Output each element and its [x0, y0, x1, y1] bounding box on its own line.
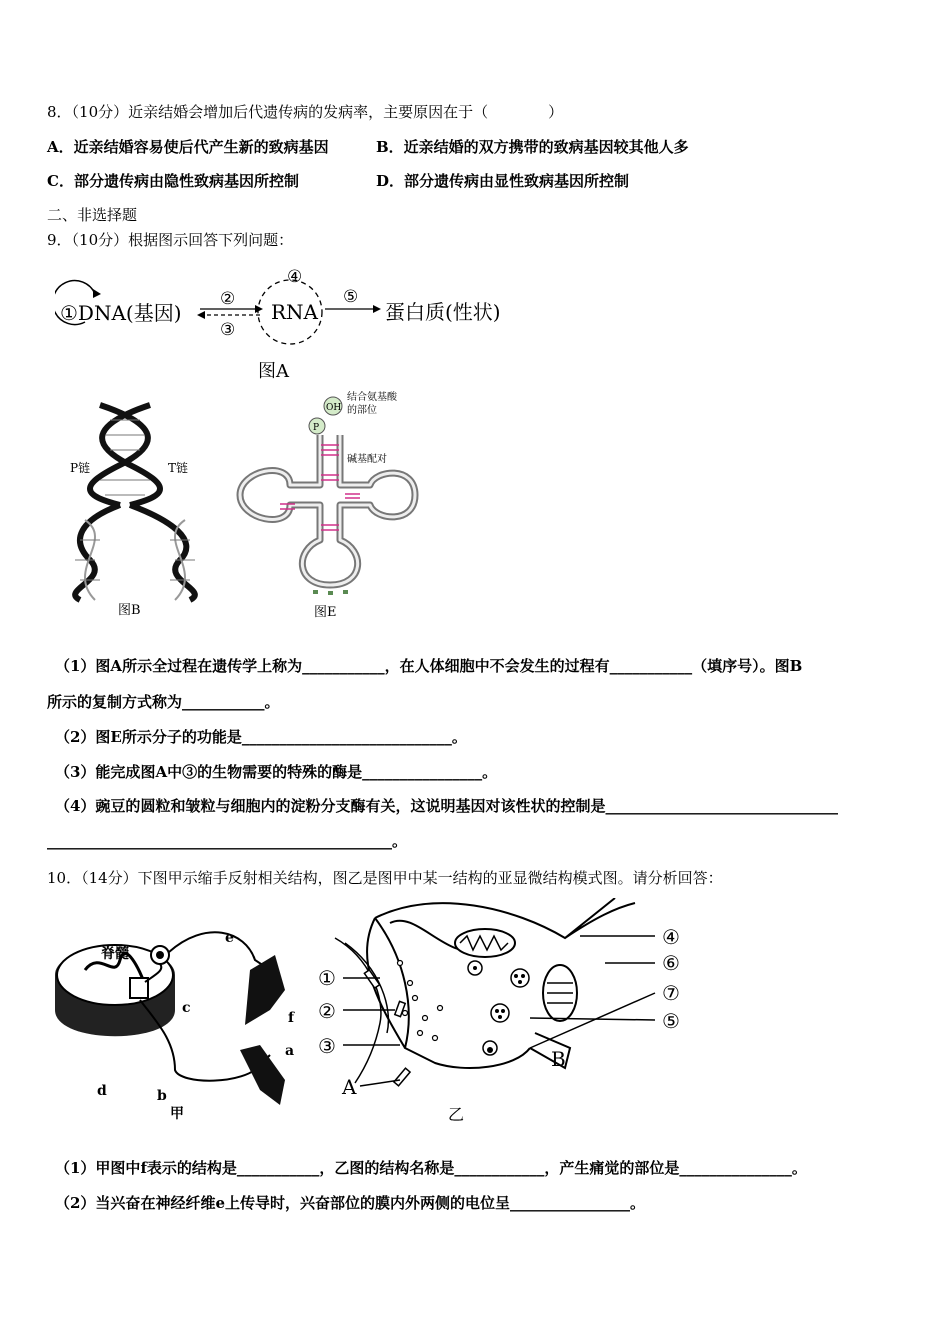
q9-stem: 9．（10分）根据图示回答下列问题：	[47, 231, 294, 249]
fig-a-caption: 图A	[258, 361, 289, 382]
fig-yi-n4: ④	[662, 925, 680, 949]
fig-yi-n7: ⑦	[662, 981, 680, 1005]
fig-jia-f: f	[288, 1010, 295, 1026]
q9-s3: （3）能完成图A中③的生物需要的特殊的酶是________________。	[55, 763, 498, 781]
figure-e	[235, 390, 425, 622]
fig-yi-n6: ⑥	[662, 951, 680, 975]
fig-e-caption: 图E	[314, 605, 337, 620]
fig-jia-caption: 甲	[170, 1106, 184, 1122]
fig-e-label-1a: 结合氨基酸	[347, 392, 397, 403]
q8-option-b[interactable]: B．近亲结婚的双方携带的致病基因较其他人多	[376, 138, 689, 156]
q9-s2: （2）图E所示分子的功能是____________________________。	[55, 728, 467, 746]
fig-a-n5: ⑤	[343, 287, 359, 307]
fig-e-label-2: 碱基配对	[347, 454, 387, 465]
fig-jia-b: b	[157, 1088, 167, 1104]
fig-yi-a: A	[342, 1075, 357, 1099]
q8-option-c[interactable]: C．部分遗传病由隐性致病基因所控制	[47, 172, 299, 190]
figure-yi	[315, 898, 705, 1128]
fig-e-p: P	[313, 423, 320, 433]
fig-a-rna: RNA	[271, 300, 319, 324]
fig-yi-n2: ②	[318, 999, 336, 1023]
section-title: 二、非选择题	[47, 206, 138, 224]
fig-yi-b: B	[551, 1047, 566, 1071]
fig-yi-n1: ①	[318, 966, 336, 990]
fig-b-p-strand: P链	[70, 461, 91, 475]
figure-jia	[45, 910, 315, 1125]
fig-jia-d: d	[97, 1083, 107, 1099]
fig-jia-spine: 脊髓	[101, 946, 129, 962]
q10-s2: （2）当兴奋在神经纤维e上传导时，兴奋部位的膜内外两侧的电位呈________________。	[55, 1194, 645, 1212]
fig-e-oh: OH	[326, 403, 342, 413]
fig-a-protein: 蛋白质(性状)	[385, 300, 501, 324]
fig-a-dna: ①DNA(基因)	[60, 301, 182, 325]
q9-s1-line2: 所示的复制方式称为___________。	[47, 693, 280, 711]
figure-a	[55, 262, 545, 387]
fig-jia-e: e	[225, 930, 234, 946]
q8-option-d[interactable]: D．部分遗传病由显性致病基因所控制	[376, 172, 630, 190]
q10-s1: （1）甲图中f表示的结构是___________，乙图的结构名称是____________，产生痛觉的部位是_______________。	[55, 1159, 807, 1177]
q8-stem: 8．（10分）近亲结婚会增加后代遗传病的发病率，主要原因在于（ ）	[47, 103, 564, 121]
fig-a-n3: ③	[220, 320, 236, 340]
fig-a-n2: ②	[220, 289, 236, 309]
figure-b	[60, 400, 220, 622]
q9-s1-line1: （1）图A所示全过程在遗传学上称为___________，在人体细胞中不会发生的过程有___________（填序号）。图B	[55, 657, 803, 675]
fig-b-caption: 图B	[118, 603, 141, 618]
fig-jia-c: c	[182, 1000, 191, 1016]
fig-yi-caption: 乙	[448, 1105, 465, 1124]
q10-stem: 10．（14分）下图甲示缩手反射相关结构，图乙是图甲中某一结构的亚显微结构模式图。请分析回答：	[47, 869, 723, 887]
fig-a-n4: ④	[287, 267, 303, 287]
q9-s4-line1: （4）豌豆的圆粒和皱粒与细胞内的淀粉分支酶有关，这说明基因对该性状的控制是_______________________________	[55, 797, 838, 815]
fig-b-t-strand: T链	[168, 461, 189, 475]
fig-yi-n3: ③	[318, 1034, 336, 1058]
q8-option-a[interactable]: A．近亲结婚容易使后代产生新的致病基因	[47, 138, 329, 156]
fig-e-label-1b: 的部位	[347, 405, 377, 416]
fig-yi-n5: ⑤	[662, 1009, 680, 1033]
q9-s4-line2: ______________________________________________。	[47, 832, 408, 850]
fig-jia-a: a	[285, 1043, 295, 1059]
